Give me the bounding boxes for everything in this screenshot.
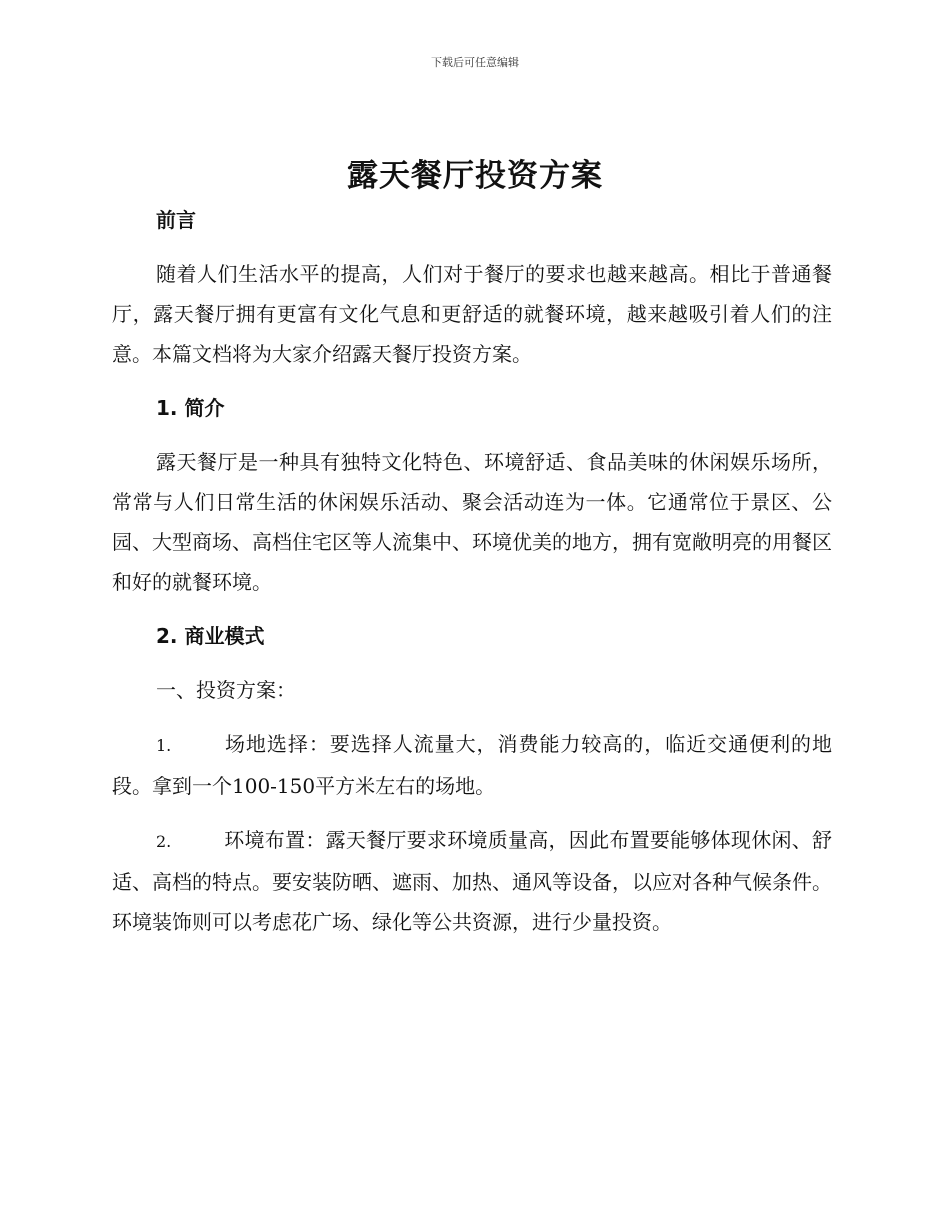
section-1-heading: 1. 简介 [156, 396, 225, 420]
list-item [112, 724, 832, 806]
preface-paragraph: 随着人们生活水平的提高，人们对于餐厅的要求也越来越高。相比于普通餐厅，露天餐厅拥有更富有文化气息和更舒适的就餐环境，越来越吸引着人们的注意。本篇文档将为大家介绍露天餐厅投资方案。 [112, 262, 832, 366]
list-item [112, 820, 832, 942]
subsection-label: 一、投资方案： [156, 678, 296, 702]
list-item-text: 场地选择：要选择人流量大，消费能力较高的，临近交通便利的地段。拿到一个100-150平方米左右的场地。 [112, 732, 832, 798]
document-body [112, 200, 832, 942]
list-item-number: 2. [156, 832, 172, 851]
section-1-paragraph: 露天餐厅是一种具有独特文化特色、环境舒适、食品美味的休闲娱乐场所，常常与人们日常生活的休闲娱乐活动、聚会活动连为一体。它通常位于景区、公园、大型商场、高档住宅区等人流集中、环境优美的地方，拥有宽敞明亮的用餐区和好的就餐环境。 [112, 450, 832, 594]
list-item-number: 1. [156, 736, 172, 755]
list-item-text: 环境布置：露天餐厅要求环境质量高，因此布置要能够体现休闲、舒适、高档的特点。要安装防晒、遮雨、加热、通风等设备，以应对各种气候条件。环境装饰则可以考虑花广场、绿化等公共资源，进行少量投资。 [112, 828, 832, 934]
preface-heading: 前言 [156, 208, 196, 232]
section-2-heading: 2. 商业模式 [156, 624, 265, 648]
page-header: 下载后可任意编辑 [431, 56, 519, 69]
document-title: 露天餐厅投资方案 [347, 158, 603, 194]
